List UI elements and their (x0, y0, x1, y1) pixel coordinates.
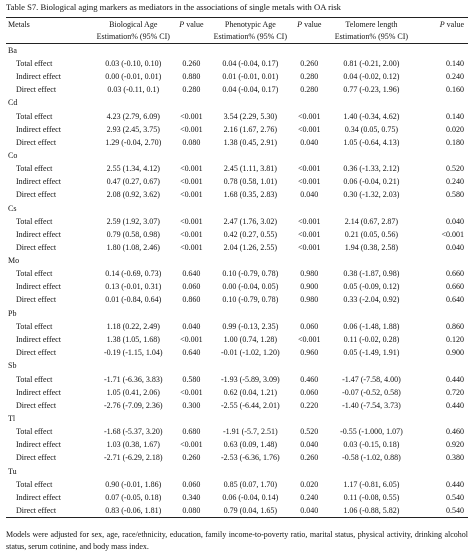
telomere-length-p-value: 0.140 (446, 111, 464, 121)
telomere-length-estimate: 0.05 (-1.49, 1.91) (343, 348, 400, 358)
biological-age-p-value: 0.340 (182, 492, 201, 502)
telomere-length-p-value: 0.020 (446, 124, 464, 134)
table-row (6, 215, 468, 228)
table-row (6, 504, 468, 518)
phenotypic-age-estimate: -2.55 (-6.44, 2.01) (221, 400, 280, 410)
phenotypic-age-estimate: 1.38 (0.45, 2.91) (223, 137, 277, 147)
effect-label: Indirect effect (16, 335, 61, 345)
effect-label: Direct effect (16, 85, 57, 95)
effect-label: Total effect (16, 216, 53, 226)
biological-age-p-value: <0.001 (180, 216, 203, 226)
effect-label: Direct effect (16, 295, 57, 305)
biological-age-estimate: 0.47 (0.27, 0.67) (106, 177, 160, 187)
value-word: value (446, 20, 464, 29)
telomere-length-p-value: 0.040 (446, 242, 464, 252)
biological-age-p-value: 0.260 (182, 59, 201, 69)
biological-age-p-value: 0.080 (182, 137, 201, 147)
phenotypic-age-p-value: 0.900 (300, 282, 319, 292)
biological-age-estimate: 0.03 (-0.11, 0.1) (107, 85, 160, 95)
biological-age-p-value: 0.640 (182, 269, 201, 279)
table-row (6, 58, 468, 71)
biological-age-p-value: <0.001 (180, 242, 203, 252)
metal-group-row (6, 44, 468, 58)
value-word: value (304, 20, 322, 29)
biological-age-p-value: <0.001 (180, 124, 203, 134)
effect-label: Total effect (16, 164, 53, 174)
telomere-length-estimate: 1.05 (-0.64, 4.13) (343, 137, 400, 147)
table-row (6, 189, 468, 202)
telomere-length-p-value: 0.580 (446, 190, 464, 200)
biological-age-estimate: 0.90 (-0.01, 1.86) (105, 479, 162, 489)
effect-label: Total effect (16, 322, 53, 332)
effect-label: Direct effect (6, 504, 92, 518)
phenotypic-age-p-value: <0.001 (298, 216, 321, 226)
phenotypic-age-estimate: 2.47 (1.76, 3.02) (223, 216, 277, 226)
biological-age-p-value: 0.860 (182, 295, 201, 305)
biological-age-estimate: -1.68 (-5.37, 3.20) (103, 427, 163, 437)
biological-age-p-value: <0.001 (180, 190, 203, 200)
table-row (6, 491, 468, 504)
telomere-length-estimate: 0.38 (-1.87, 0.98) (343, 269, 400, 279)
phenotypic-age-estimate: 0.78 (0.58, 1.01) (223, 177, 277, 187)
phenotypic-age-p-value: 0.460 (300, 374, 319, 384)
telomere-length-estimate: 1.06 (-0.88, 5.82) (326, 504, 416, 518)
biological-age-estimate: 1.29 (-0.04, 2.70) (105, 137, 162, 147)
phenotypic-age-p-value: 0.960 (300, 348, 319, 358)
ba-estimation-header: Estimation% (95% CI) (92, 31, 174, 44)
biological-age-estimate: 0.83 (-0.06, 1.81) (92, 504, 174, 518)
phenotypic-age-p-value: 0.220 (300, 400, 319, 410)
effect-label: Direct effect (16, 137, 57, 147)
telomere-length-estimate: -0.55 (-1.000, 1.07) (340, 427, 403, 437)
phenotypic-age-p-value: 0.040 (300, 440, 319, 450)
effect-label: Indirect effect (16, 177, 61, 187)
phenotypic-age-estimate: 0.10 (-0.79, 0.78) (222, 295, 279, 305)
metal-group-row (6, 149, 468, 163)
telomere-length-p-value: 0.640 (446, 295, 464, 305)
effect-label: Total effect (16, 111, 53, 121)
phenotypic-age-p-value: 0.260 (300, 453, 319, 463)
metal-name: Tl (8, 413, 16, 423)
table-row (6, 71, 468, 84)
biological-age-estimate: 2.08 (0.92, 3.62) (106, 190, 160, 200)
phenotypic-age-estimate: 0.10 (-0.79, 0.78) (222, 269, 279, 279)
metal-group-row (6, 202, 468, 216)
biological-age-estimate: 0.13 (-0.01, 0.31) (105, 282, 162, 292)
phenotypic-age-estimate: -1.91 (-5.7, 2.51) (223, 427, 278, 437)
table-footnote: Models were adjusted for sex, age, race/ethnicity, education, family income-to-poverty ratio, marital status, physical activity, drinking alcohol status, serum cotinine, and body mass index. (6, 530, 468, 551)
biological-age-estimate: 0.07 (-0.05, 0.18) (105, 492, 162, 502)
table-row (6, 386, 468, 399)
metal-group-row (6, 360, 468, 374)
biological-age-p-value: 0.680 (182, 427, 201, 437)
header-row-1 (6, 18, 468, 32)
telomere-length-p-value: 0.440 (446, 374, 464, 384)
biological-age-estimate: 2.93 (2.45, 3.75) (106, 124, 160, 134)
biological-age-p-value: <0.001 (180, 164, 203, 174)
effect-label: Direct effect (16, 348, 57, 358)
metal-name: Cs (8, 203, 17, 213)
phenotypic-age-p-value: 0.520 (300, 427, 319, 437)
telomere-length-estimate: 0.06 (-0.04, 0.21) (343, 177, 400, 187)
table-header (6, 18, 468, 44)
telomere-length-estimate: 1.40 (-0.34, 4.62) (343, 111, 400, 121)
table-row (6, 294, 468, 307)
table-row (6, 334, 468, 347)
phenotypic-age-estimate: 0.99 (-0.13, 2.35) (222, 322, 279, 332)
telomere-length-estimate: 0.04 (-0.02, 0.12) (343, 72, 400, 82)
tl-estimation-header: Estimation% (95% CI) (326, 31, 416, 44)
telomere-length-estimate: 0.05 (-0.09, 0.12) (343, 282, 400, 292)
phenotypic-age-p-value: 0.280 (300, 85, 319, 95)
phenotypic-age-p-value: <0.001 (298, 177, 321, 187)
metal-name: Sb (8, 361, 17, 371)
biological-age-p-value: 0.080 (174, 504, 208, 518)
effect-label: Direct effect (16, 453, 57, 463)
effect-label: Total effect (16, 269, 53, 279)
table-row (6, 176, 468, 189)
p-label: P (297, 20, 303, 29)
telomere-length-p-value: 0.240 (446, 177, 464, 187)
metal-name: Tu (8, 466, 17, 476)
phenotypic-age-p-value: 0.040 (300, 137, 319, 147)
biological-age-estimate: -0.19 (-1.15, 1.04) (103, 348, 163, 358)
biological-age-p-value: 0.880 (182, 72, 201, 82)
phenotypic-age-p-value: 0.280 (300, 72, 319, 82)
table-row (6, 110, 468, 123)
phenotypic-age-estimate: 2.16 (1.67, 2.76) (223, 124, 277, 134)
effect-label: Direct effect (16, 190, 57, 200)
phenotypic-age-estimate: 0.04 (-0.04, 0.17) (222, 59, 279, 69)
biological-age-estimate: 0.03 (-0.10, 0.10) (105, 59, 162, 69)
biological-age-p-value: <0.001 (180, 177, 203, 187)
telomere-length-estimate: 2.14 (0.67, 2.87) (344, 216, 399, 226)
telomere-length-p-value: 0.660 (446, 282, 464, 292)
telomere-length-p-value: 0.040 (446, 216, 464, 226)
biological-age-p-value: 0.060 (182, 479, 201, 489)
telomere-length-header: Telomere length (326, 18, 416, 32)
metal-group-row (6, 412, 468, 426)
telomere-length-p-value: <0.001 (441, 229, 464, 239)
telomere-length-p-value: 0.920 (446, 440, 464, 450)
biological-age-p-value: 0.040 (182, 322, 201, 332)
metal-name: Mo (8, 256, 20, 266)
telomere-length-estimate: 0.34 (0.05, 0.75) (344, 124, 399, 134)
telomere-length-estimate: 0.77 (-0.23, 1.96) (343, 85, 400, 95)
phenotypic-age-estimate: 0.04 (-0.04, 0.17) (222, 85, 279, 95)
telomere-length-p-value: 0.660 (446, 269, 464, 279)
telomere-length-estimate: -1.40 (-7.54, 3.73) (342, 400, 401, 410)
table-caption: Table S7. Biological aging markers as mediators in the associations of single metals with OA risk (6, 2, 341, 12)
p-value-header-1 (174, 18, 208, 32)
biological-age-header: Biological Age (92, 18, 174, 32)
p-label: P (439, 20, 445, 29)
phenotypic-age-estimate: 1.00 (0.74, 1.28) (223, 335, 277, 345)
biological-age-estimate: -2.76 (-7.09, 2.36) (103, 400, 163, 410)
biological-age-estimate: 1.80 (1.08, 2.46) (106, 242, 160, 252)
telomere-length-estimate: 0.06 (-1.48, 1.88) (343, 322, 400, 332)
phenotypic-age-estimate: 0.85 (0.07, 1.70) (223, 479, 277, 489)
biological-age-p-value: <0.001 (180, 229, 203, 239)
phenotypic-age-p-value: <0.001 (298, 111, 321, 121)
effect-label: Direct effect (16, 242, 57, 252)
biological-age-p-value: 0.640 (182, 348, 201, 358)
biological-age-p-value: 0.300 (182, 400, 201, 410)
table-row (6, 241, 468, 254)
phenotypic-age-p-value: 0.060 (300, 387, 319, 397)
telomere-length-p-value: 0.720 (446, 387, 464, 397)
telomere-length-estimate: 0.33 (-2.04, 0.92) (343, 295, 400, 305)
biological-age-p-value: 0.580 (182, 374, 201, 384)
metal-name: Co (8, 150, 18, 160)
effect-label: Direct effect (16, 400, 57, 410)
effect-label: Total effect (16, 427, 53, 437)
table-row (6, 268, 468, 281)
biological-age-p-value: <0.001 (180, 440, 203, 450)
biological-age-estimate: 1.05 (0.41, 2.06) (106, 387, 160, 397)
value-word: value (186, 20, 204, 29)
telomere-length-estimate: 0.11 (-0.08, 0.55) (343, 492, 400, 502)
effect-label: Total effect (16, 479, 53, 489)
phenotypic-age-estimate: -2.53 (-6.36, 1.76) (221, 453, 280, 463)
biological-age-estimate: 0.79 (0.58, 0.98) (106, 229, 160, 239)
phenotypic-age-estimate: -0.01 (-1.02, 1.20) (221, 348, 280, 358)
telomere-length-estimate: 0.21 (0.05, 0.56) (344, 229, 399, 239)
table-row (6, 439, 468, 452)
phenotypic-age-p-value: <0.001 (298, 335, 321, 345)
biological-age-estimate: 2.55 (1.34, 4.12) (106, 164, 160, 174)
p-label: P (179, 20, 185, 29)
telomere-length-p-value: 0.440 (446, 479, 464, 489)
phenotypic-age-p-value: 0.260 (300, 59, 319, 69)
metal-name: Pb (8, 308, 17, 318)
biological-age-estimate: 4.23 (2.79, 6.09) (106, 111, 160, 121)
phenotypic-age-p-value: <0.001 (298, 124, 321, 134)
biological-age-p-value: <0.001 (180, 387, 203, 397)
phenotypic-age-p-value: <0.001 (298, 242, 321, 252)
mediation-table (6, 17, 468, 518)
phenotypic-age-p-value: 0.060 (300, 322, 319, 332)
phenotypic-age-p-value: 0.980 (300, 295, 319, 305)
telomere-length-estimate: 1.94 (0.38, 2.58) (344, 242, 399, 252)
phenotypic-age-estimate: 3.54 (2.29, 5.30) (223, 111, 277, 121)
telomere-length-estimate: -0.58 (-1.02, 0.88) (342, 453, 401, 463)
metal-group-row (6, 254, 468, 268)
table-row (6, 426, 468, 439)
phenotypic-age-estimate: 0.00 (-0.04, 0.05) (222, 282, 279, 292)
table-row (6, 399, 468, 412)
telomere-length-p-value: 0.540 (446, 492, 464, 502)
biological-age-p-value: <0.001 (180, 111, 203, 121)
phenotypic-age-p-value: 0.240 (300, 492, 319, 502)
telomere-length-p-value: 0.460 (446, 427, 464, 437)
header-row-2 (6, 31, 468, 44)
biological-age-estimate: 0.14 (-0.69, 0.73) (105, 269, 162, 279)
biological-age-estimate: 0.00 (-0.01, 0.01) (105, 72, 162, 82)
biological-age-estimate: 1.03 (0.38, 1.67) (106, 440, 160, 450)
pa-estimation-header: Estimation% (95% CI) (208, 31, 292, 44)
telomere-length-estimate: 0.03 (-0.15, 0.18) (343, 440, 400, 450)
telomere-length-estimate: -1.47 (-7.58, 4.00) (342, 374, 401, 384)
metal-name: Ba (8, 45, 17, 55)
p-value-header-2 (292, 18, 326, 32)
effect-label: Indirect effect (16, 229, 61, 239)
effect-label: Indirect effect (16, 124, 61, 134)
table-row (6, 321, 468, 334)
telomere-length-p-value: 0.540 (417, 504, 468, 518)
biological-age-estimate: -2.71 (-6.29, 2.18) (103, 453, 163, 463)
table-row (6, 136, 468, 149)
biological-age-estimate: -1.71 (-6.36, 3.83) (103, 374, 163, 384)
phenotypic-age-p-value: 0.020 (300, 479, 319, 489)
table-row (6, 281, 468, 294)
table-row (6, 347, 468, 360)
biological-age-estimate: 1.18 (0.22, 2.49) (106, 322, 160, 332)
telomere-length-estimate: 1.17 (-0.81, 6.05) (343, 479, 400, 489)
telomere-length-p-value: 0.900 (446, 348, 464, 358)
telomere-length-p-value: 0.380 (446, 453, 464, 463)
effect-label: Indirect effect (16, 72, 61, 82)
effect-label: Indirect effect (16, 492, 61, 502)
biological-age-p-value: 0.060 (182, 282, 201, 292)
phenotypic-age-p-value: 0.040 (292, 504, 326, 518)
phenotypic-age-estimate: 1.68 (0.35, 2.83) (223, 190, 277, 200)
phenotypic-age-estimate: 0.01 (-0.01, 0.01) (222, 72, 279, 82)
table-body (6, 44, 468, 518)
telomere-length-estimate: 0.11 (-0.02, 0.28) (343, 335, 400, 345)
biological-age-estimate: 0.01 (-0.84, 0.64) (105, 295, 162, 305)
biological-age-p-value: 0.280 (182, 85, 201, 95)
table-row (6, 84, 468, 97)
telomere-length-estimate: 0.81 (-0.21, 2.00) (343, 59, 400, 69)
phenotypic-age-estimate: -1.93 (-5.89, 3.09) (221, 374, 280, 384)
phenotypic-age-p-value: <0.001 (298, 229, 321, 239)
telomere-length-p-value: 0.180 (446, 137, 464, 147)
table-row (6, 163, 468, 176)
telomere-length-p-value: 0.240 (446, 72, 464, 82)
phenotypic-age-estimate: 0.63 (0.09, 1.48) (223, 440, 277, 450)
telomere-length-p-value: 0.140 (446, 59, 464, 69)
telomere-length-p-value: 0.860 (446, 322, 464, 332)
table-row (6, 478, 468, 491)
phenotypic-age-p-value: 0.980 (300, 269, 319, 279)
phenotypic-age-p-value: <0.001 (298, 164, 321, 174)
table-row (6, 452, 468, 465)
biological-age-p-value: <0.001 (180, 335, 203, 345)
metal-group-row (6, 307, 468, 321)
telomere-length-estimate: -0.07 (-0.52, 0.58) (342, 387, 401, 397)
table-row (6, 123, 468, 136)
p-value-header-3 (417, 18, 468, 32)
phenotypic-age-header: Phenotypic Age (208, 18, 292, 32)
metal-group-row (6, 465, 468, 479)
phenotypic-age-estimate: 0.79 (0.04, 1.65) (208, 504, 292, 518)
phenotypic-age-estimate: 0.06 (-0.04, 0.14) (222, 492, 279, 502)
biological-age-p-value: 0.260 (182, 453, 201, 463)
biological-age-estimate: 2.59 (1.92, 3.07) (106, 216, 160, 226)
effect-label: Indirect effect (16, 387, 61, 397)
telomere-length-p-value: 0.120 (446, 335, 464, 345)
metal-name: Cd (8, 98, 18, 108)
metals-header: Metals (6, 18, 92, 32)
effect-label: Total effect (16, 59, 53, 69)
phenotypic-age-estimate: 0.42 (0.27, 0.55) (223, 229, 277, 239)
metal-group-row (6, 97, 468, 111)
phenotypic-age-estimate: 2.04 (1.26, 2.55) (223, 242, 277, 252)
telomere-length-estimate: 0.30 (-1.32, 2.03) (343, 190, 400, 200)
biological-age-estimate: 1.38 (1.05, 1.68) (106, 335, 160, 345)
effect-label: Indirect effect (16, 440, 61, 450)
telomere-length-estimate: 0.36 (-1.33, 2.12) (343, 164, 400, 174)
table-row (6, 373, 468, 386)
effect-label: Total effect (16, 374, 53, 384)
phenotypic-age-p-value: 0.040 (300, 190, 319, 200)
telomere-length-p-value: 0.520 (446, 164, 464, 174)
table-row (6, 228, 468, 241)
telomere-length-p-value: 0.160 (446, 85, 464, 95)
phenotypic-age-estimate: 2.45 (1.11, 3.81) (223, 164, 277, 174)
phenotypic-age-estimate: 0.62 (0.04, 1.21) (223, 387, 277, 397)
effect-label: Indirect effect (16, 282, 61, 292)
telomere-length-p-value: 0.440 (446, 400, 464, 410)
